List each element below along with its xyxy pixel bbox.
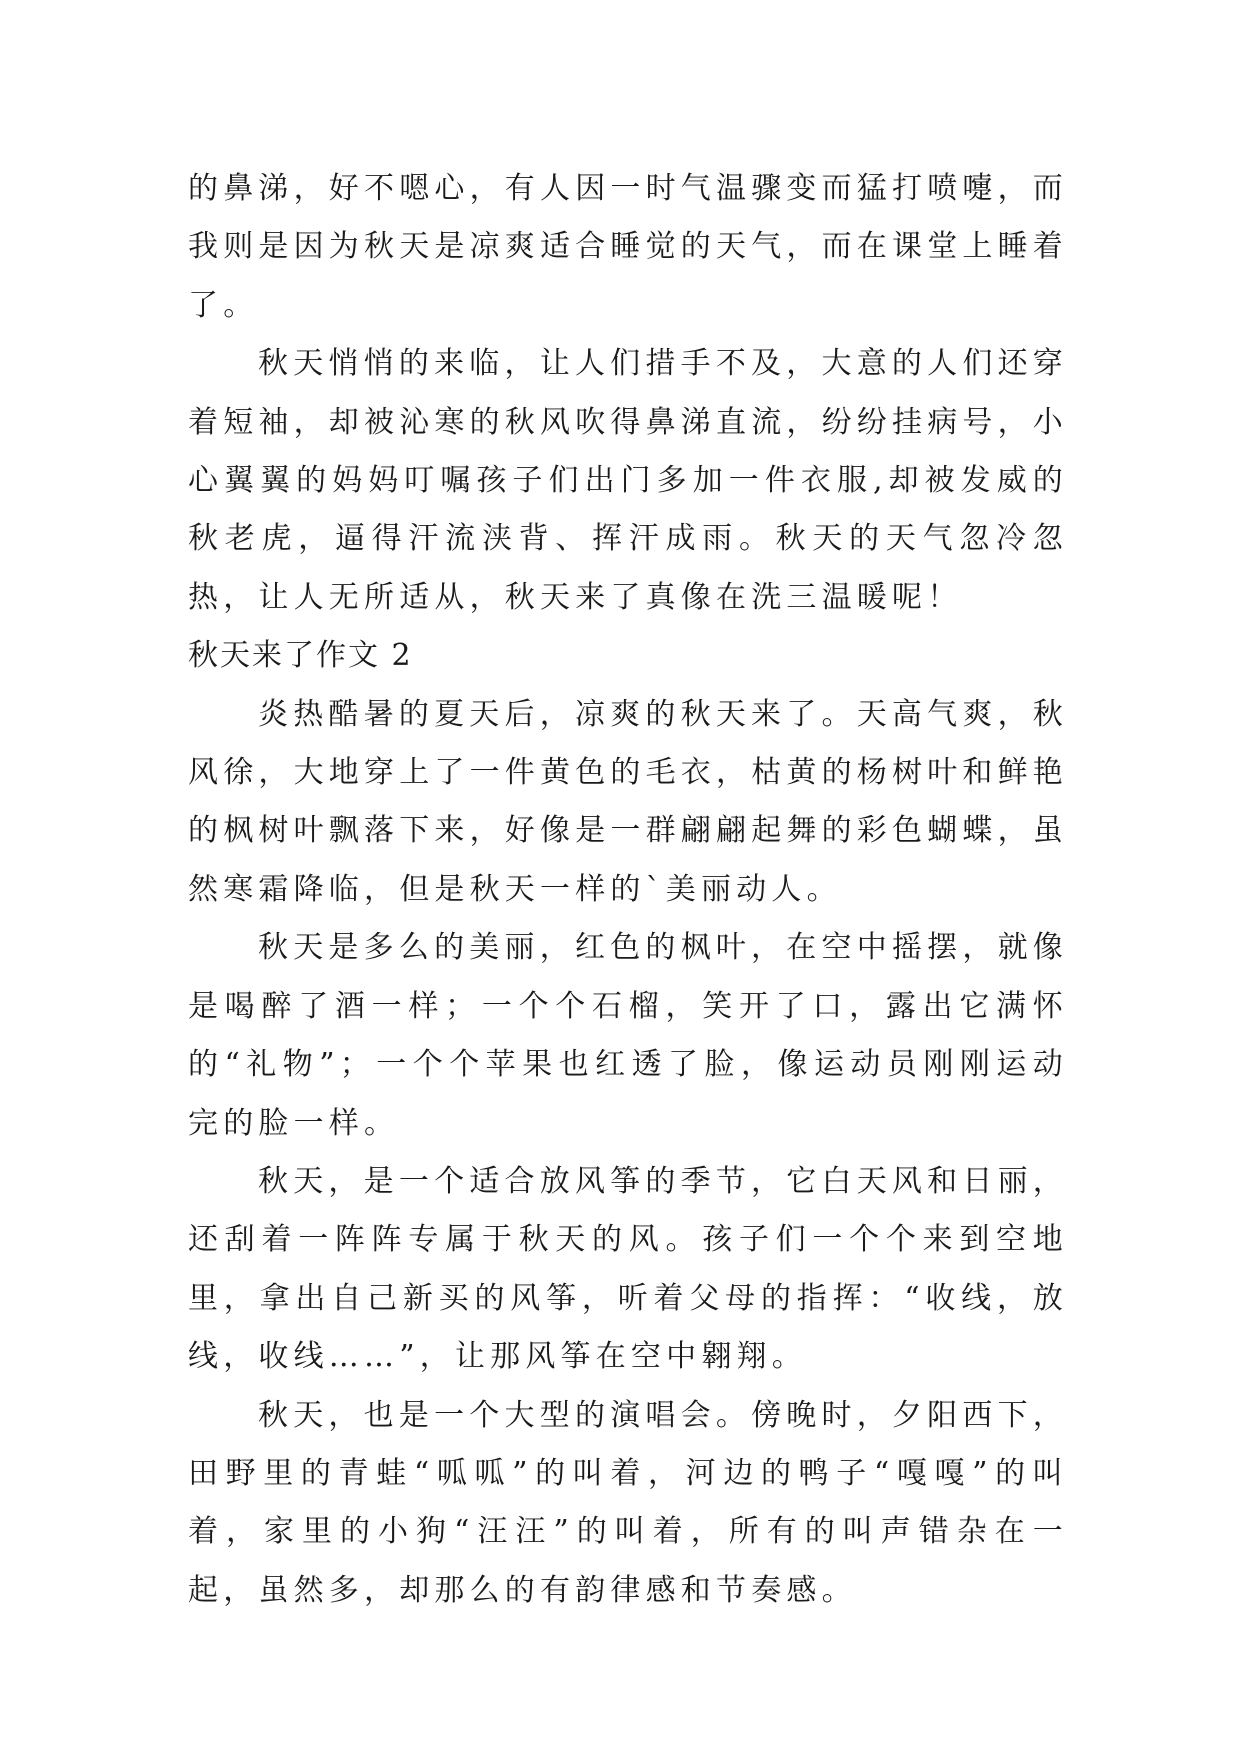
paragraph-continued: 的鼻涕，好不嗯心，有人因一时气温骤变而猛打喷嚏，而我则是因为秋天是凉爽适合睡觉的天气，而在课堂上睡着了。 <box>188 171 1068 323</box>
document-body <box>188 160 1068 1620</box>
paragraph-concert: 秋天，也是一个大型的演唱会。傍晚时，夕阳西下，田野里的青蛙“呱呱”的叫着，河边的鸭子“嘎嘎”的叫着，家里的小狗“汪汪”的叫着，所有的叫声错杂在一起，虽然多，却那么的有韵律感和节奏感。 <box>188 1397 1068 1608</box>
paragraph-autumn-weather: 秋天悄悄的来临，让人们措手不及，大意的人们还穿着短袖，却被沁寒的秋风吹得鼻涕直流，纷纷挂病号，小心翼翼的妈妈叮嘱孩子们出门多加一件衣服,却被发威的秋老虎，逼得汗流浃背、挥汗成雨。秋天的天气忽冷忽热，让人无所适从，秋天来了真像在洗三温暖呢！ <box>188 346 1068 615</box>
section-title: 秋天来了作文 2 <box>188 638 413 674</box>
paragraph-kite-season: 秋天，是一个适合放风筝的季节，它白天风和日丽，还刮着一阵阵专属于秋天的风。孩子们一个个来到空地里，拿出自己新买的风筝，听着父母的指挥：“收线，放线，收线……”，让那风筝在空中翱翔。 <box>188 1163 1068 1375</box>
paragraph-autumn-beauty: 秋天是多么的美丽，红色的枫叶，在空中摇摆，就像是喝醉了酒一样；一个个石榴，笑开了口，露出它满怀的“礼物”；一个个苹果也红透了脸，像运动员刚刚运动完的脸一样。 <box>188 930 1068 1141</box>
paragraph-autumn-arrives: 炎热酷暑的夏天后，凉爽的秋天来了。天高气爽，秋风徐，大地穿上了一件黄色的毛衣，枯黄的杨树叶和鲜艳的枫树叶飘落下来，好像是一群翩翩起舞的彩色蝴蝶，虽然寒霜降临，但是秋天一样的`美丽动人。 <box>188 696 1068 907</box>
